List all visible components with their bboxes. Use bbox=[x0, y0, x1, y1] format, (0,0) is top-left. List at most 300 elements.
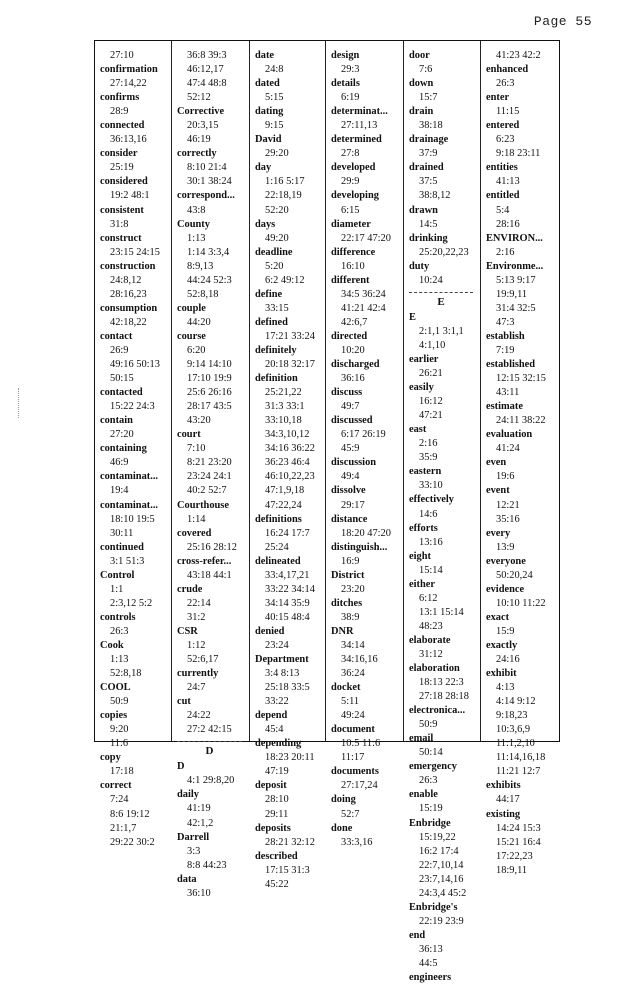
index-term: estimate bbox=[486, 401, 523, 413]
index-entry bbox=[331, 765, 400, 793]
index-term: developed bbox=[331, 162, 376, 174]
index-term: contaminat... bbox=[100, 471, 159, 483]
page-line-reference: 11:17 bbox=[341, 752, 365, 764]
index-entry bbox=[486, 456, 556, 484]
page-line-reference: 26:21 bbox=[419, 368, 443, 380]
index-entry bbox=[486, 484, 556, 526]
index-entry bbox=[100, 681, 168, 709]
page-line-reference: 50:14 bbox=[419, 747, 443, 759]
index-entry bbox=[100, 49, 168, 63]
page-line-reference: 6:12 bbox=[419, 592, 438, 604]
page-line-reference: 52:8,18 bbox=[187, 288, 219, 300]
page-number: Page 55 bbox=[533, 14, 592, 29]
index-term: ENVIRON... bbox=[486, 232, 543, 244]
page-line-reference: 47:21 bbox=[419, 410, 443, 422]
index-term: COOL bbox=[100, 682, 131, 694]
page-line-reference: 36:10 bbox=[187, 887, 211, 899]
index-entry bbox=[486, 555, 556, 583]
index-entry bbox=[255, 77, 322, 105]
page-line-reference: 44:17 bbox=[496, 794, 520, 806]
page-line-reference: 33:22 34:14 bbox=[265, 583, 315, 595]
index-entry bbox=[255, 850, 322, 892]
index-term: existing bbox=[486, 808, 521, 820]
index-column-4 bbox=[326, 41, 404, 848]
index-entry bbox=[177, 583, 246, 625]
page-line-reference: 1:14 3:3,4 bbox=[187, 246, 230, 258]
index-term: confirmation bbox=[100, 64, 158, 76]
index-entry bbox=[177, 695, 246, 737]
index-term: evidence bbox=[486, 583, 525, 595]
page-line-reference: 14:6 bbox=[419, 508, 438, 520]
index-term: Control bbox=[100, 569, 135, 581]
index-term: deadline bbox=[255, 246, 293, 258]
index-entry bbox=[100, 386, 168, 414]
index-term: engineers bbox=[409, 972, 452, 984]
index-term: DNR bbox=[331, 625, 354, 637]
index-term: entitled bbox=[486, 190, 520, 202]
index-term: enable bbox=[409, 789, 438, 801]
index-term: described bbox=[255, 850, 298, 862]
index-term: earlier bbox=[409, 353, 439, 365]
page-line-reference: 3:1 51:3 bbox=[110, 555, 145, 567]
index-term: D bbox=[177, 761, 185, 773]
page-line-reference: 27:8 bbox=[341, 148, 360, 160]
page-line-reference: 49:20 bbox=[265, 232, 289, 244]
page-line-reference: 31:8 bbox=[110, 218, 129, 230]
page-line-reference: 4:14 9:12 bbox=[496, 696, 536, 708]
index-term: elaboration bbox=[409, 663, 460, 675]
index-term: delineated bbox=[255, 555, 301, 567]
page-line-reference: 17:18 bbox=[110, 766, 134, 778]
page-line-reference: 1:14 bbox=[187, 513, 206, 525]
page-line-reference: 52:8,18 bbox=[110, 668, 142, 680]
page-line-reference: 50:9 bbox=[419, 719, 438, 731]
index-entry bbox=[486, 779, 556, 807]
index-entry bbox=[331, 105, 400, 133]
page-line-reference: 28:21 32:12 bbox=[265, 836, 315, 848]
page-line-reference: 42:18,22 bbox=[110, 316, 147, 328]
page-line-reference: 22:7,10,14 bbox=[419, 859, 464, 871]
index-entry bbox=[331, 386, 400, 414]
page-line-reference: 27:18 28:18 bbox=[419, 691, 469, 703]
index-term: document bbox=[331, 724, 375, 736]
index-term: determined bbox=[331, 134, 382, 146]
page-line-reference: 19:4 bbox=[110, 485, 129, 497]
page-line-reference: 7:10 bbox=[187, 443, 206, 455]
index-term: deposits bbox=[255, 822, 291, 834]
page-line-reference: 21:1,7 bbox=[110, 822, 137, 834]
index-entry bbox=[255, 737, 322, 779]
page-line-reference: 47:19 bbox=[265, 766, 289, 778]
index-term: County bbox=[177, 218, 210, 230]
page-line-reference: 9:18,23 bbox=[496, 710, 528, 722]
page-line-reference: 38:8,12 bbox=[419, 190, 451, 202]
page-line-reference: 31:12 bbox=[419, 648, 443, 660]
index-term: considered bbox=[100, 176, 148, 188]
index-entry bbox=[409, 817, 477, 901]
page-line-reference: 29:3 bbox=[341, 64, 360, 76]
page-line-reference: 43:8 bbox=[187, 204, 206, 216]
index-entry bbox=[255, 779, 322, 821]
page-line-reference: 3:4 8:13 bbox=[265, 668, 300, 680]
page-line-reference: 8:21 23:20 bbox=[187, 457, 232, 469]
page-line-reference: 6:19 bbox=[341, 92, 360, 104]
page-line-reference: 52:20 bbox=[265, 204, 289, 216]
index-term: docket bbox=[331, 682, 361, 694]
index-entry bbox=[255, 822, 322, 850]
index-term: definition bbox=[255, 373, 298, 385]
index-entry bbox=[255, 288, 322, 316]
index-term: CSR bbox=[177, 625, 198, 637]
page-line-reference: 43:11 bbox=[496, 387, 520, 399]
index-entry bbox=[331, 414, 400, 456]
index-entry bbox=[255, 133, 322, 161]
index-entry bbox=[100, 260, 168, 302]
page-line-reference: 4:13 bbox=[496, 682, 515, 694]
index-entry bbox=[177, 788, 246, 830]
page-line-reference: 25:20,22,23 bbox=[419, 246, 469, 258]
page-line-reference: 2:16 bbox=[496, 246, 515, 258]
page-line-reference: 1:13 bbox=[187, 232, 206, 244]
index-term: deposit bbox=[255, 780, 287, 792]
page-line-reference: 36:16 bbox=[341, 373, 365, 385]
index-term: covered bbox=[177, 527, 212, 539]
page-line-reference: 38:18 bbox=[419, 120, 443, 132]
page-line-reference: 22:18,19 bbox=[265, 190, 302, 202]
page-line-reference: 45:4 bbox=[265, 724, 284, 736]
page-line-reference: 9:18 23:11 bbox=[496, 148, 541, 160]
index-entry bbox=[100, 541, 168, 569]
page-line-reference: 18:20 47:20 bbox=[341, 527, 391, 539]
page-line-reference: 41:19 bbox=[187, 803, 211, 815]
index-term: discuss bbox=[331, 387, 363, 399]
page-line-reference: 6:20 bbox=[187, 344, 206, 356]
index-entry bbox=[486, 260, 556, 330]
page-line-reference: 36:23 46:4 bbox=[265, 457, 310, 469]
index-term: drainage bbox=[409, 134, 449, 146]
page-line-reference: 35:16 bbox=[496, 513, 520, 525]
index-term: directed bbox=[331, 330, 368, 342]
index-entry bbox=[486, 639, 556, 667]
page-line-reference: 25:24 bbox=[265, 541, 289, 553]
index-entry bbox=[177, 555, 246, 583]
page-line-reference: 13:16 bbox=[419, 536, 443, 548]
page-line-reference: 2:1,1 3:1,1 bbox=[419, 325, 464, 337]
page-line-reference: 33:10,18 bbox=[265, 415, 302, 427]
index-entry bbox=[100, 204, 168, 232]
page-line-reference: 26:3 bbox=[419, 775, 438, 787]
index-term: contacted bbox=[100, 387, 143, 399]
page-line-reference: 36:13,16 bbox=[110, 134, 147, 146]
page-line-reference: 6:23 bbox=[496, 134, 515, 146]
page-line-reference: 35:9 bbox=[419, 452, 438, 464]
index-term: entities bbox=[486, 162, 518, 174]
page-line-reference: 33:4,17,21 bbox=[265, 569, 310, 581]
page-line-reference: 10:20 bbox=[341, 344, 365, 356]
page-line-reference: 16:9 bbox=[341, 555, 360, 567]
page-line-reference: 46:12,17 bbox=[187, 64, 224, 76]
index-entry bbox=[409, 49, 477, 77]
index-column-2 bbox=[172, 41, 250, 899]
page-line-reference: 25:19 bbox=[110, 162, 134, 174]
page-line-reference: 46:9 bbox=[110, 457, 129, 469]
index-term: difference bbox=[331, 246, 376, 258]
index-entry bbox=[255, 161, 322, 217]
index-term: days bbox=[255, 218, 276, 230]
index-term: Environme... bbox=[486, 260, 544, 272]
index-term: exhibit bbox=[486, 668, 517, 680]
index-entry bbox=[409, 522, 477, 550]
index-entry bbox=[100, 709, 168, 751]
index-term: definitely bbox=[255, 344, 297, 356]
page-line-reference: 29:17 bbox=[341, 499, 365, 511]
page-line-reference: 28:16 bbox=[496, 218, 520, 230]
index-term: Courthouse bbox=[177, 499, 229, 511]
index-entry bbox=[100, 751, 168, 779]
scan-artifact bbox=[18, 388, 25, 418]
index-term: District bbox=[331, 569, 365, 581]
index-entry bbox=[409, 760, 477, 788]
page-line-reference: 52:7 bbox=[341, 808, 360, 820]
page-line-reference: 6:17 26:19 bbox=[341, 429, 386, 441]
index-entry bbox=[409, 311, 477, 353]
index-entry bbox=[177, 189, 246, 217]
index-entry bbox=[177, 49, 246, 105]
page-line-reference: 19:2 48:1 bbox=[110, 190, 150, 202]
page-line-reference: 11:21 12:7 bbox=[496, 766, 541, 778]
page-line-reference: 28:16,23 bbox=[110, 288, 147, 300]
index-entry bbox=[409, 578, 477, 634]
index-term: even bbox=[486, 457, 507, 469]
index-entry bbox=[100, 499, 168, 541]
letter-section-heading: E bbox=[409, 292, 473, 309]
index-term: controls bbox=[100, 611, 136, 623]
index-term: eight bbox=[409, 550, 431, 562]
index-term: done bbox=[331, 822, 353, 834]
page-line-reference: 31:4 32:5 bbox=[496, 302, 536, 314]
page-line-reference: 43:18 44:1 bbox=[187, 569, 232, 581]
index-term: everyone bbox=[486, 555, 526, 567]
index-term: establish bbox=[486, 330, 525, 342]
page-line-reference: 34:16 36:22 bbox=[265, 443, 315, 455]
index-term: discussion bbox=[331, 457, 377, 469]
index-term: determinat... bbox=[331, 106, 388, 118]
page-line-reference: 22:17 47:20 bbox=[341, 232, 391, 244]
page-line-reference: 8:8 44:23 bbox=[187, 859, 227, 871]
page-line-reference: 5:20 bbox=[265, 260, 284, 272]
index-term: easily bbox=[409, 382, 434, 394]
page-line-reference: 13:9 bbox=[496, 541, 515, 553]
page-line-reference: 18:9,11 bbox=[496, 864, 528, 876]
index-entry bbox=[486, 91, 556, 119]
index-term: court bbox=[177, 429, 201, 441]
page-line-reference: 23:7,14,16 bbox=[419, 873, 464, 885]
index-term: every bbox=[486, 527, 511, 539]
index-entry bbox=[331, 189, 400, 217]
page-line-reference: 29:9 bbox=[341, 176, 360, 188]
page-line-reference: 43:20 bbox=[187, 415, 211, 427]
letter-section-heading: D bbox=[177, 741, 242, 758]
index-term: Darrell bbox=[177, 831, 210, 843]
page-line-reference: 27:10 bbox=[110, 50, 134, 61]
index-entry bbox=[255, 316, 322, 344]
index-entry bbox=[331, 358, 400, 386]
page-line-reference: 22:19 23:9 bbox=[419, 915, 464, 927]
index-entry bbox=[331, 723, 400, 765]
page-line-reference: 12:15 32:15 bbox=[496, 373, 546, 385]
page-line-reference: 8:6 19:12 bbox=[110, 808, 150, 820]
index-term: denied bbox=[255, 625, 285, 637]
index-entry bbox=[409, 634, 477, 662]
page-line-reference: 29:20 bbox=[265, 148, 289, 160]
index-entry bbox=[177, 302, 246, 330]
index-entry bbox=[486, 527, 556, 555]
index-term: exactly bbox=[486, 639, 518, 651]
page-line-reference: 24:3,4 45:2 bbox=[419, 887, 467, 899]
index-entry bbox=[100, 414, 168, 442]
index-entry bbox=[331, 681, 400, 723]
index-entry bbox=[177, 499, 246, 527]
index-entry bbox=[409, 929, 477, 971]
index-term: crude bbox=[177, 583, 203, 595]
page-line-reference: 8:9,13 bbox=[187, 260, 214, 272]
index-term: eastern bbox=[409, 466, 442, 478]
index-entry bbox=[409, 732, 477, 760]
index-term: drained bbox=[409, 162, 444, 174]
word-index-table bbox=[94, 40, 560, 984]
index-entry bbox=[486, 49, 556, 63]
index-term: construct bbox=[100, 232, 142, 244]
index-term: enter bbox=[486, 92, 510, 104]
index-entry bbox=[486, 330, 556, 358]
page-line-reference: 24:16 bbox=[496, 654, 520, 666]
index-entry bbox=[409, 353, 477, 381]
page-line-reference: 34:14 bbox=[341, 639, 365, 651]
page-line-reference: 11:1,2,10 bbox=[496, 738, 535, 750]
page-line-reference: 19:9,11 bbox=[496, 288, 528, 300]
index-term: documents bbox=[331, 766, 379, 778]
index-entry bbox=[409, 161, 477, 203]
page-line-reference: 18:23 20:11 bbox=[265, 752, 315, 764]
page-line-reference: 26:9 bbox=[110, 344, 129, 356]
index-term: drain bbox=[409, 106, 434, 118]
index-entry bbox=[100, 569, 168, 611]
index-term: construction bbox=[100, 260, 156, 272]
page-line-reference: 28:10 bbox=[265, 794, 289, 806]
page-line-reference: 41:23 42:2 bbox=[496, 50, 541, 61]
page-line-reference: 47:22,24 bbox=[265, 499, 302, 511]
page-line-reference: 34:5 36:24 bbox=[341, 288, 386, 300]
page-line-reference: 23:20 bbox=[341, 583, 365, 595]
index-entry bbox=[331, 597, 400, 625]
page-line-reference: 44:24 52:3 bbox=[187, 274, 232, 286]
page-line-reference: 23:15 24:15 bbox=[110, 246, 160, 258]
page-line-reference: 46:10,22,23 bbox=[265, 471, 315, 483]
index-term: established bbox=[486, 359, 536, 371]
index-entry bbox=[409, 423, 477, 465]
page-line-reference: 1:1 bbox=[110, 583, 124, 595]
index-term: consider bbox=[100, 148, 138, 160]
index-entry bbox=[255, 513, 322, 555]
page-line-reference: 47:3 bbox=[496, 316, 515, 328]
page-line-reference: 1:16 5:17 bbox=[265, 176, 305, 188]
index-column-1 bbox=[95, 41, 172, 848]
index-term: effectively bbox=[409, 494, 454, 506]
index-term: consistent bbox=[100, 204, 144, 216]
index-term: connected bbox=[100, 120, 145, 132]
index-entry bbox=[331, 822, 400, 850]
index-entry bbox=[409, 971, 477, 985]
index-entry bbox=[409, 493, 477, 521]
index-term: distance bbox=[331, 513, 368, 525]
page-line-reference: 42:6,7 bbox=[341, 316, 368, 328]
page-line-reference: 36:8 39:3 bbox=[187, 50, 227, 61]
page-line-reference: 29:11 bbox=[265, 808, 289, 820]
index-entry bbox=[486, 358, 556, 400]
index-entry bbox=[177, 147, 246, 189]
page-line-reference: 27:2 42:15 bbox=[187, 724, 232, 736]
index-entry bbox=[255, 105, 322, 133]
page-line-reference: 15:19 bbox=[419, 803, 443, 815]
page-line-reference: 33:22 bbox=[265, 696, 289, 708]
page-line-reference: 5:13 9:17 bbox=[496, 274, 536, 286]
page-line-reference: 30:11 bbox=[110, 527, 134, 539]
index-entry bbox=[486, 611, 556, 639]
index-term: cut bbox=[177, 696, 191, 708]
index-term: drinking bbox=[409, 232, 448, 244]
page-line-reference: 46:19 bbox=[187, 134, 211, 146]
index-term: copy bbox=[100, 752, 121, 764]
page-line-reference: 34:14 35:9 bbox=[265, 597, 310, 609]
index-entry bbox=[255, 344, 322, 372]
index-entry bbox=[100, 442, 168, 470]
index-term: contain bbox=[100, 415, 133, 427]
index-column-3 bbox=[250, 41, 326, 890]
page-line-reference: 16:2 17:4 bbox=[419, 845, 459, 857]
index-entry bbox=[177, 330, 246, 428]
page-line-reference: 44:5 bbox=[419, 958, 438, 969]
page-line-reference: 10:3,6,9 bbox=[496, 724, 531, 736]
index-entry bbox=[486, 400, 556, 428]
index-term: event bbox=[486, 485, 510, 497]
page-line-reference: 12:21 bbox=[496, 499, 520, 511]
page-line-reference: 31:2 bbox=[187, 611, 206, 623]
index-term: confirms bbox=[100, 92, 140, 104]
index-entry bbox=[331, 218, 400, 246]
index-entry bbox=[486, 189, 556, 231]
index-entry bbox=[100, 147, 168, 175]
page-line-reference: 23:24 bbox=[265, 639, 289, 651]
page-line-reference: 24:22 bbox=[187, 710, 211, 722]
index-term: distinguish... bbox=[331, 541, 388, 553]
page-line-reference: 15:22 24:3 bbox=[110, 401, 155, 413]
page-line-reference: 30:1 38:24 bbox=[187, 176, 232, 188]
page-line-reference: 34:3,10,12 bbox=[265, 429, 310, 441]
index-entry bbox=[486, 119, 556, 161]
page-line-reference: 50:15 bbox=[110, 373, 134, 385]
index-term: Corrective bbox=[177, 106, 225, 118]
index-term: cross-refer... bbox=[177, 555, 232, 567]
index-term: correctly bbox=[177, 148, 217, 160]
index-term: developing bbox=[331, 190, 379, 202]
index-term: daily bbox=[177, 789, 199, 801]
page-line-reference: 5:11 bbox=[341, 696, 360, 708]
page-line-reference: 2:16 bbox=[419, 438, 438, 450]
page-line-reference: 16:12 bbox=[419, 396, 443, 408]
page-line-reference: 23:24 24:1 bbox=[187, 471, 232, 483]
index-term: depend bbox=[255, 710, 288, 722]
index-entry bbox=[486, 63, 556, 91]
